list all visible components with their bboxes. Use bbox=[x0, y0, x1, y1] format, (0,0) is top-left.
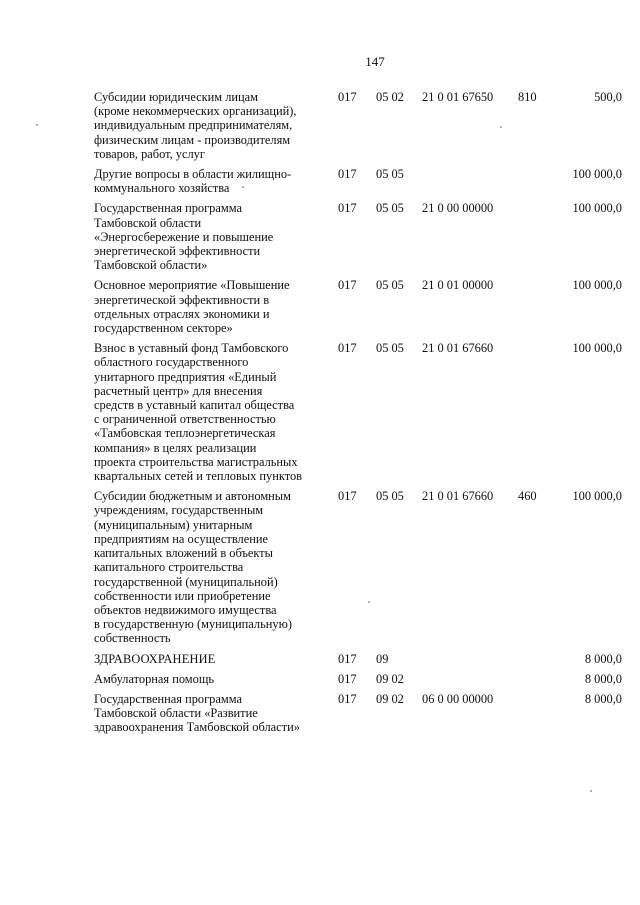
row-name: Другие вопросы в области жилищно- коммунального хозяйства bbox=[94, 167, 292, 196]
row-name: Государственная программа Тамбовской области «Развитие здравоохранения Тамбовской области» bbox=[94, 691, 300, 735]
scan-speck bbox=[368, 601, 370, 603]
expense-code bbox=[518, 201, 546, 278]
expense-code bbox=[518, 672, 546, 692]
table-row bbox=[94, 278, 622, 341]
ministry-code: 017 bbox=[338, 278, 357, 293]
amount: 8 000,0 bbox=[584, 651, 622, 666]
target-code bbox=[416, 652, 518, 672]
target-code bbox=[416, 167, 518, 201]
scan-speck bbox=[242, 186, 244, 188]
table-row bbox=[94, 692, 622, 741]
target-code: 21 0 01 67660 bbox=[422, 341, 494, 356]
row-name: Субсидии бюджетным и автономным учреждениям, государственным (муниципальным) унитарным предприятиям на осуществление капитальных вложений в объекты капитального строительства государственной (муниципальной) собственности или приобретение объектов недвижимого имущества в государственную (муниципальную) собственность bbox=[94, 489, 292, 646]
target-code: 06 0 00 00000 bbox=[422, 691, 494, 706]
ministry-code: 017 bbox=[338, 489, 357, 504]
target-code bbox=[416, 672, 518, 692]
table-row bbox=[94, 652, 622, 672]
expense-code: 460 bbox=[518, 489, 537, 504]
section-code: 05 05 bbox=[376, 489, 404, 504]
scan-speck bbox=[36, 124, 38, 126]
ministry-code: 017 bbox=[338, 201, 357, 216]
amount: 100 000,0 bbox=[572, 341, 622, 356]
section-code: 05 05 bbox=[376, 278, 404, 293]
scan-speck bbox=[590, 790, 592, 792]
amount: 500,0 bbox=[594, 90, 622, 104]
ministry-code: 017 bbox=[338, 691, 357, 706]
page-number: 147 bbox=[365, 54, 385, 69]
section-code: 05 02 bbox=[376, 90, 404, 104]
ministry-code: 017 bbox=[338, 651, 357, 666]
amount: 8 000,0 bbox=[584, 671, 622, 686]
section-code: 05 05 bbox=[376, 167, 404, 182]
section-code: 05 05 bbox=[376, 341, 404, 356]
section-code: 09 02 bbox=[376, 691, 404, 706]
expense-code bbox=[518, 692, 546, 741]
amount: 8 000,0 bbox=[584, 691, 622, 706]
ministry-code: 017 bbox=[338, 90, 357, 104]
expense-code bbox=[518, 167, 546, 201]
row-name: Основное мероприятие «Повышение энергетической эффективности в отдельных отраслях экономики и государственном секторе» bbox=[94, 278, 290, 336]
row-name: Амбулаторная помощь bbox=[94, 671, 215, 686]
row-name: Государственная программа Тамбовской области «Энергосбережение и повышение энергетической эффективности Тамбовской области» bbox=[94, 201, 274, 273]
target-code: 21 0 01 67660 bbox=[422, 489, 494, 504]
row-name: ЗДРАВООХРАНЕНИЕ bbox=[94, 651, 216, 666]
section-code: 09 02 bbox=[376, 671, 404, 686]
row-name: Взнос в уставный фонд Тамбовского областного государственного унитарного предприятия «Единый расчетный центр» для внесения средств в уставный капитал общества с ограниченной ответственностью «Тамбовская теплоэнергетическая компания» в целях реализации проекта строительства магистральных квартальных сетей и тепловых пунктов bbox=[94, 341, 303, 484]
amount: 100 000,0 bbox=[572, 278, 622, 293]
table-row bbox=[94, 201, 622, 278]
table-row bbox=[94, 167, 622, 201]
amount: 100 000,0 bbox=[572, 201, 622, 216]
ministry-code: 017 bbox=[338, 341, 357, 356]
expense-code bbox=[518, 278, 546, 341]
ministry-code: 017 bbox=[338, 671, 357, 686]
scan-speck bbox=[500, 126, 502, 128]
expense-code: 810 bbox=[518, 90, 537, 104]
section-code: 05 05 bbox=[376, 201, 404, 216]
ministry-code: 017 bbox=[338, 167, 357, 182]
table-row bbox=[94, 672, 622, 692]
budget-table bbox=[94, 90, 622, 741]
expense-code bbox=[518, 341, 546, 489]
amount: 100 000,0 bbox=[572, 167, 622, 182]
target-code: 21 0 00 00000 bbox=[422, 201, 494, 216]
table-row bbox=[94, 489, 622, 651]
table-row bbox=[94, 341, 622, 489]
amount: 100 000,0 bbox=[572, 489, 622, 504]
expense-code bbox=[518, 652, 546, 672]
target-code: 21 0 01 00000 bbox=[422, 278, 494, 293]
section-code: 09 bbox=[376, 651, 389, 666]
row-name: Субсидии юридическим лицам (кроме некоммерческих организаций), индивидуальным предпринимателям, физическим лицам - производителям товаров, работ, услуг bbox=[94, 90, 297, 161]
table-row bbox=[94, 90, 622, 167]
target-code: 21 0 01 67650 bbox=[422, 90, 494, 104]
